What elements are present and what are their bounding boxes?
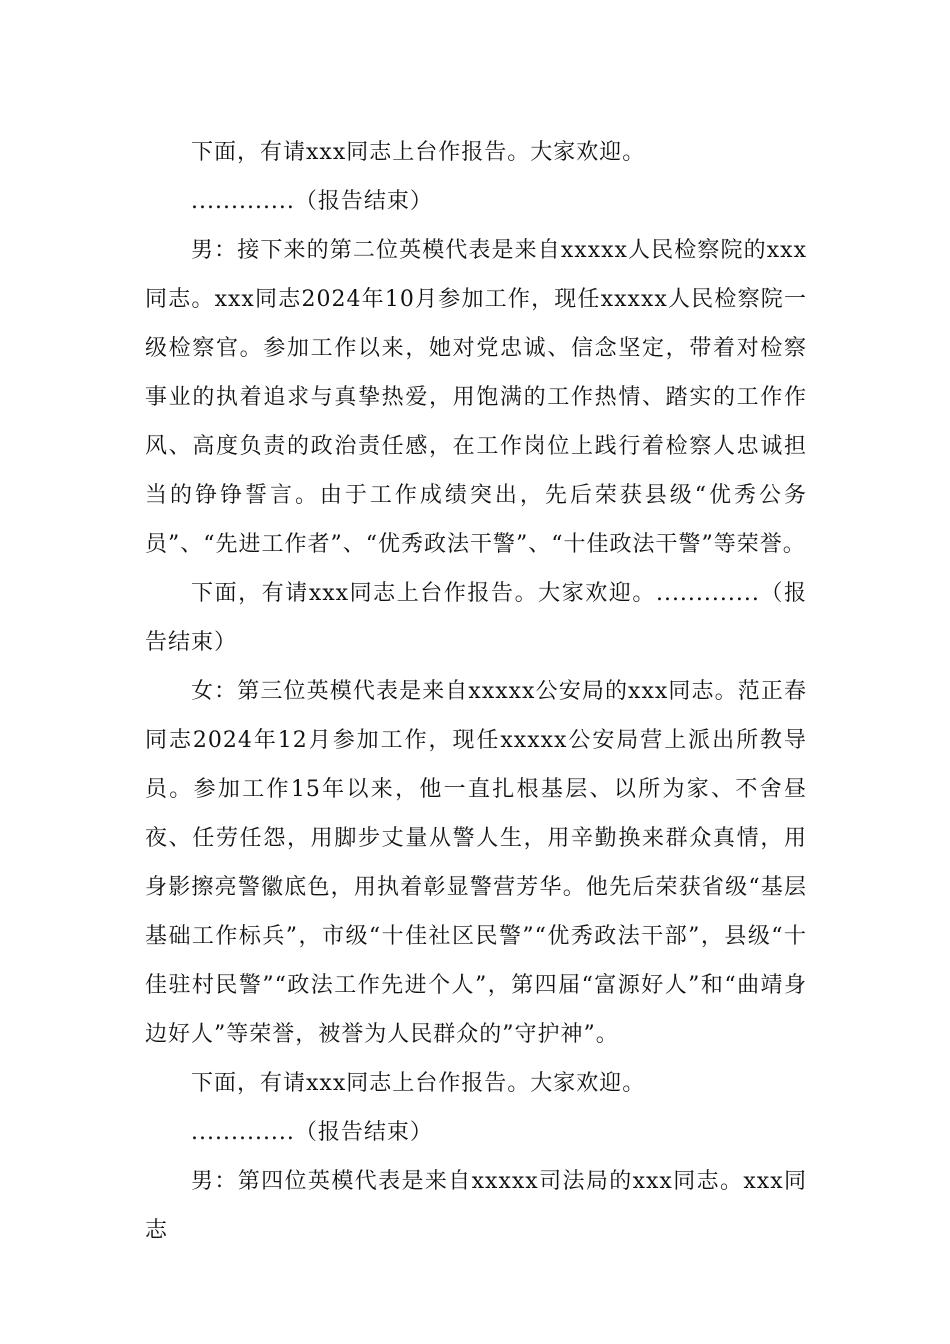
paragraph-invite-second: 下面，有请xxx同志上台作报告。大家欢迎。.............（报告结束）: [145, 581, 807, 655]
paragraph-fourth-representative: 男：第四位英模代表是来自xxxxx司法局的xxx同志。xxx同志: [145, 1169, 807, 1243]
paragraph-report-end-third: .............（报告结束）: [191, 1120, 433, 1145]
paragraph-second-representative: 男：接下来的第二位英模代表是来自xxxxx人民检察院的xxx同志。xxx同志2024年10月参加工作，现任xxxxx人民检察院一级检察官。参加工作以来，她对党忠诚、信念坚定，带着对检察事业的执着追求与真挚热爱，用饱满的工作热情、踏实的工作作风、高度负责的政治责任感，在工作岗位上践行着检察人忠诚担当的铮铮誓言。由于工作成绩突出，先后荣获县级“优秀公务员”、“先进工作者”、“优秀政法干警”、“十佳政法干警”等荣誉。: [145, 238, 807, 557]
paragraph-invite-third: 下面，有请xxx同志上台作报告。大家欢迎。: [191, 1071, 646, 1096]
paragraph-third-representative: 女：第三位英模代表是来自xxxxx公安局的xxx同志。范正春同志2024年12月参加工作，现任xxxxx公安局营上派出所教导员。参加工作15年以来，他一直扎根基层、以所为家、不舍昼夜、任劳任怨，用脚步丈量从警人生，用辛勤换来群众真情，用身影擦亮警徽底色，用执着彰显警营芳华。他先后荣获省级“基层基础工作标兵”，市级“十佳社区民警”“优秀政法干部”，县级“十佳驻村民警”“政法工作先进个人”，第四届“富源好人”和“曲靖身边好人”等荣誉，被誉为人民群众的”守护神”。: [145, 679, 807, 1047]
paragraph-invite-first: 下面，有请xxx同志上台作报告。大家欢迎。: [191, 140, 646, 165]
paragraph-report-end-first: .............（报告结束）: [191, 189, 433, 214]
document-page: [145, 128, 807, 1255]
